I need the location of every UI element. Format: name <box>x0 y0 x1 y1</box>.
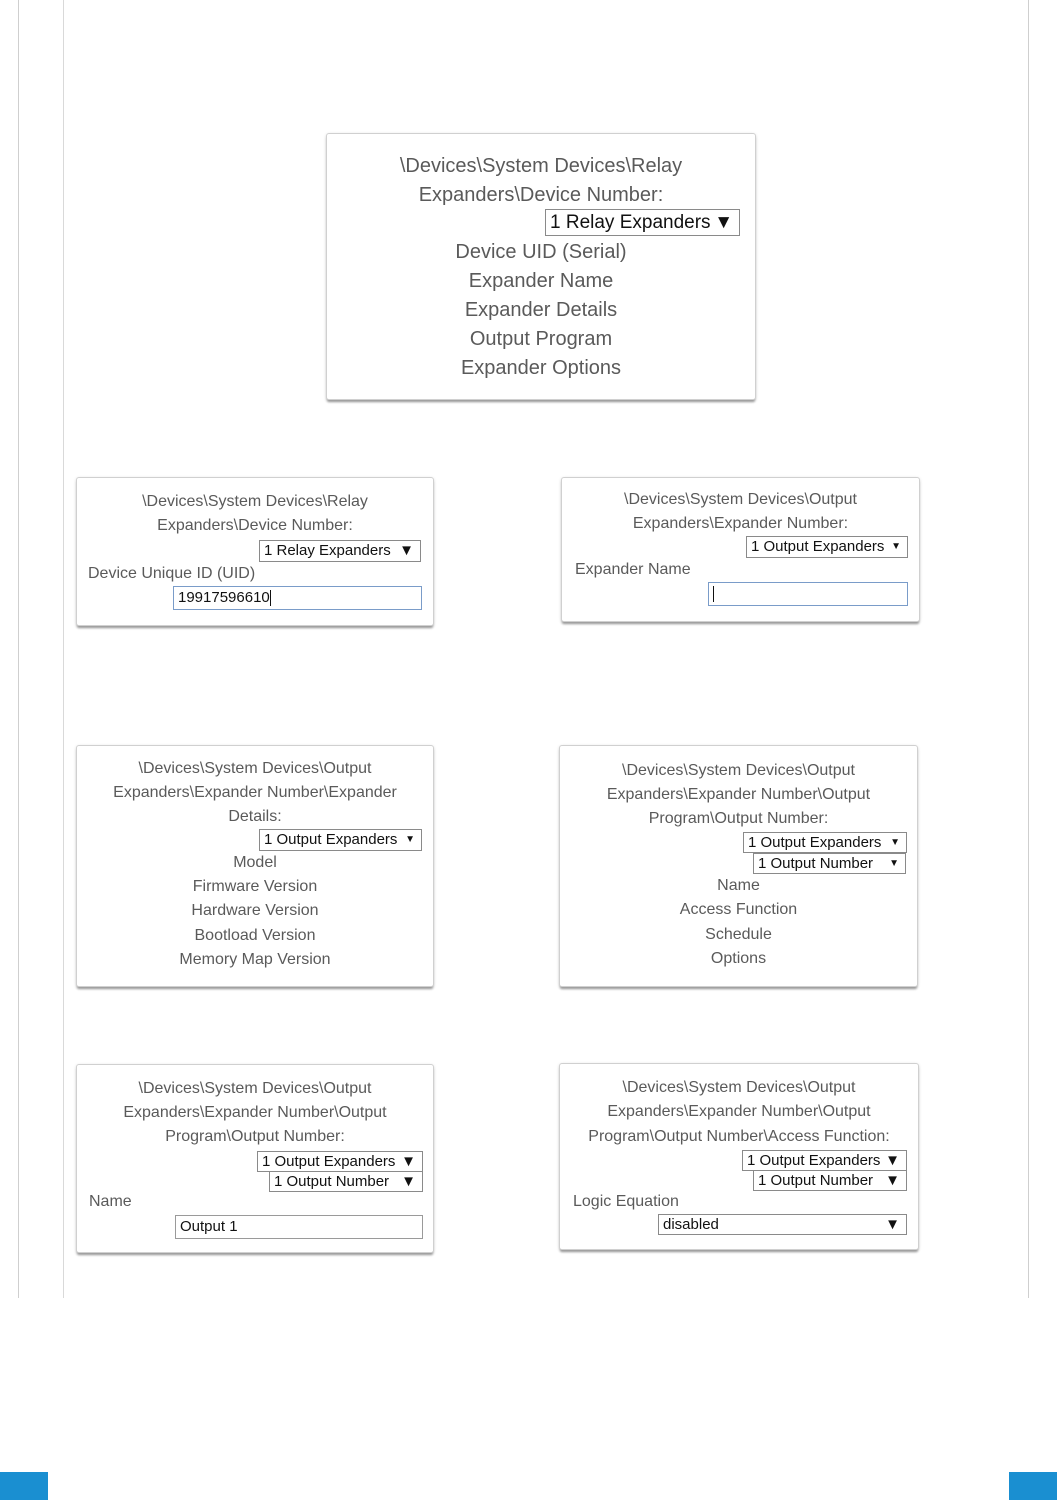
page-frame-right <box>1028 0 1029 1298</box>
dropdown-arrow-icon: ▼ <box>714 212 733 233</box>
menu-item-access-function[interactable]: Access Function <box>679 901 798 918</box>
menu-item-device-uid[interactable]: Device UID (Serial) <box>455 241 627 263</box>
breadcrumb-line: \Devices\System Devices\Output <box>624 491 857 508</box>
page-frame-left <box>18 0 19 1298</box>
expander-number-select[interactable] <box>746 536 908 558</box>
relay-expanders-menu-panel <box>326 133 756 400</box>
footer-corner-right <box>1009 1472 1057 1500</box>
menu-item-schedule[interactable]: Schedule <box>705 926 772 943</box>
logic-equation-select[interactable] <box>658 1214 907 1235</box>
breadcrumb-line: Expanders\Expander Number\Output <box>607 1103 871 1120</box>
text-cursor <box>270 590 271 606</box>
dropdown-arrow-icon: ▼ <box>885 1172 900 1189</box>
output-number-select-value: 1 Output Number <box>758 1172 874 1189</box>
dropdown-arrow-icon: ▼ <box>401 1173 416 1190</box>
menu-item-name[interactable]: Name <box>717 877 760 894</box>
expander-name-label: Expander Name <box>575 561 691 578</box>
output-number-select[interactable] <box>753 1170 907 1191</box>
breadcrumb-line: Expanders\Expander Number\Expander <box>113 784 397 801</box>
dropdown-arrow-icon: ▼ <box>890 837 900 848</box>
expander-number-select[interactable] <box>257 1151 423 1172</box>
dropdown-arrow-icon: ▼ <box>399 542 414 559</box>
output-number-select[interactable] <box>269 1171 423 1192</box>
uid-input-value: 19917596610 <box>178 589 270 606</box>
breadcrumb-line: \Devices\System Devices\Relay <box>399 155 683 177</box>
breadcrumb-line: Program\Output Number: <box>648 810 829 827</box>
access-function-panel <box>559 1063 919 1250</box>
expander-name-panel <box>561 477 920 622</box>
dropdown-arrow-icon: ▼ <box>885 1216 900 1233</box>
uid-label: Device Unique ID (UID) <box>88 565 256 582</box>
expander-number-select-value: 1 Output Expanders <box>264 831 398 848</box>
uid-input[interactable] <box>173 586 422 610</box>
output-name-panel <box>76 1064 434 1253</box>
breadcrumb-line: Expanders\Expander Number\Output <box>606 786 871 803</box>
breadcrumb-line: \Devices\System Devices\Output <box>138 760 372 777</box>
dropdown-arrow-icon: ▼ <box>401 1153 416 1170</box>
menu-item-expander-details[interactable]: Expander Details <box>464 299 618 321</box>
menu-item-options[interactable]: Options <box>710 950 767 967</box>
device-number-select-value: 1 Relay Expanders <box>264 542 391 559</box>
page-frame-inner-left <box>63 0 64 1298</box>
expander-number-select-value: 1 Output Expanders <box>262 1153 396 1170</box>
menu-item-output-program[interactable]: Output Program <box>469 328 613 350</box>
dropdown-arrow-icon: ▼ <box>405 834 415 845</box>
detail-item-hardware-version: Hardware Version <box>191 902 319 919</box>
breadcrumb-line: \Devices\System Devices\Output <box>622 762 855 779</box>
footer-corner-left <box>0 1472 48 1500</box>
expander-details-panel <box>76 745 434 987</box>
expander-number-select[interactable] <box>742 1150 907 1171</box>
output-name-input-value: Output 1 <box>180 1218 238 1235</box>
menu-item-expander-options[interactable]: Expander Options <box>460 357 622 379</box>
dropdown-arrow-icon: ▼ <box>889 858 899 869</box>
detail-item-firmware-version: Firmware Version <box>192 878 318 895</box>
logic-equation-label: Logic Equation <box>573 1193 679 1210</box>
logic-equation-select-value: disabled <box>663 1216 719 1233</box>
expander-number-select[interactable] <box>259 829 422 851</box>
breadcrumb-line: \Devices\System Devices\Output <box>622 1079 856 1096</box>
name-label: Name <box>89 1193 132 1210</box>
output-name-input[interactable] <box>175 1215 423 1239</box>
text-cursor <box>713 586 714 602</box>
breadcrumb-line: Program\Output Number: <box>165 1128 345 1145</box>
expander-name-input[interactable] <box>708 582 908 606</box>
menu-item-expander-name[interactable]: Expander Name <box>468 270 614 292</box>
detail-item-bootload-version: Bootload Version <box>194 927 316 944</box>
output-number-select-value: 1 Output Number <box>758 855 874 872</box>
device-number-select-value: 1 Relay Expanders <box>550 212 711 233</box>
breadcrumb-line: Expanders\Expander Number: <box>632 515 849 532</box>
expander-number-select-value: 1 Output Expanders <box>747 1152 881 1169</box>
output-program-menu-panel <box>559 745 918 987</box>
breadcrumb-line: Details: <box>228 808 282 825</box>
device-number-select[interactable] <box>259 540 421 562</box>
output-number-select-value: 1 Output Number <box>274 1173 390 1190</box>
breadcrumb-line: Expanders\Device Number: <box>157 517 353 534</box>
expander-number-select[interactable] <box>743 832 907 853</box>
device-number-select[interactable] <box>545 209 740 236</box>
detail-item-memory-map-version: Memory Map Version <box>179 951 331 968</box>
dropdown-arrow-icon: ▼ <box>891 541 901 552</box>
output-number-select[interactable] <box>753 853 906 874</box>
breadcrumb-line: \Devices\System Devices\Output <box>138 1080 372 1097</box>
breadcrumb-line: Program\Output Number\Access Function: <box>588 1128 890 1145</box>
device-uid-panel <box>76 477 434 626</box>
breadcrumb-line: \Devices\System Devices\Relay <box>142 493 368 510</box>
expander-number-select-value: 1 Output Expanders <box>751 538 885 555</box>
expander-number-select-value: 1 Output Expanders <box>748 834 882 851</box>
dropdown-arrow-icon: ▼ <box>885 1152 900 1169</box>
breadcrumb-line: Expanders\Expander Number\Output <box>123 1104 387 1121</box>
detail-item-model: Model <box>233 854 277 871</box>
breadcrumb-line: Expanders\Device Number: <box>418 184 664 206</box>
